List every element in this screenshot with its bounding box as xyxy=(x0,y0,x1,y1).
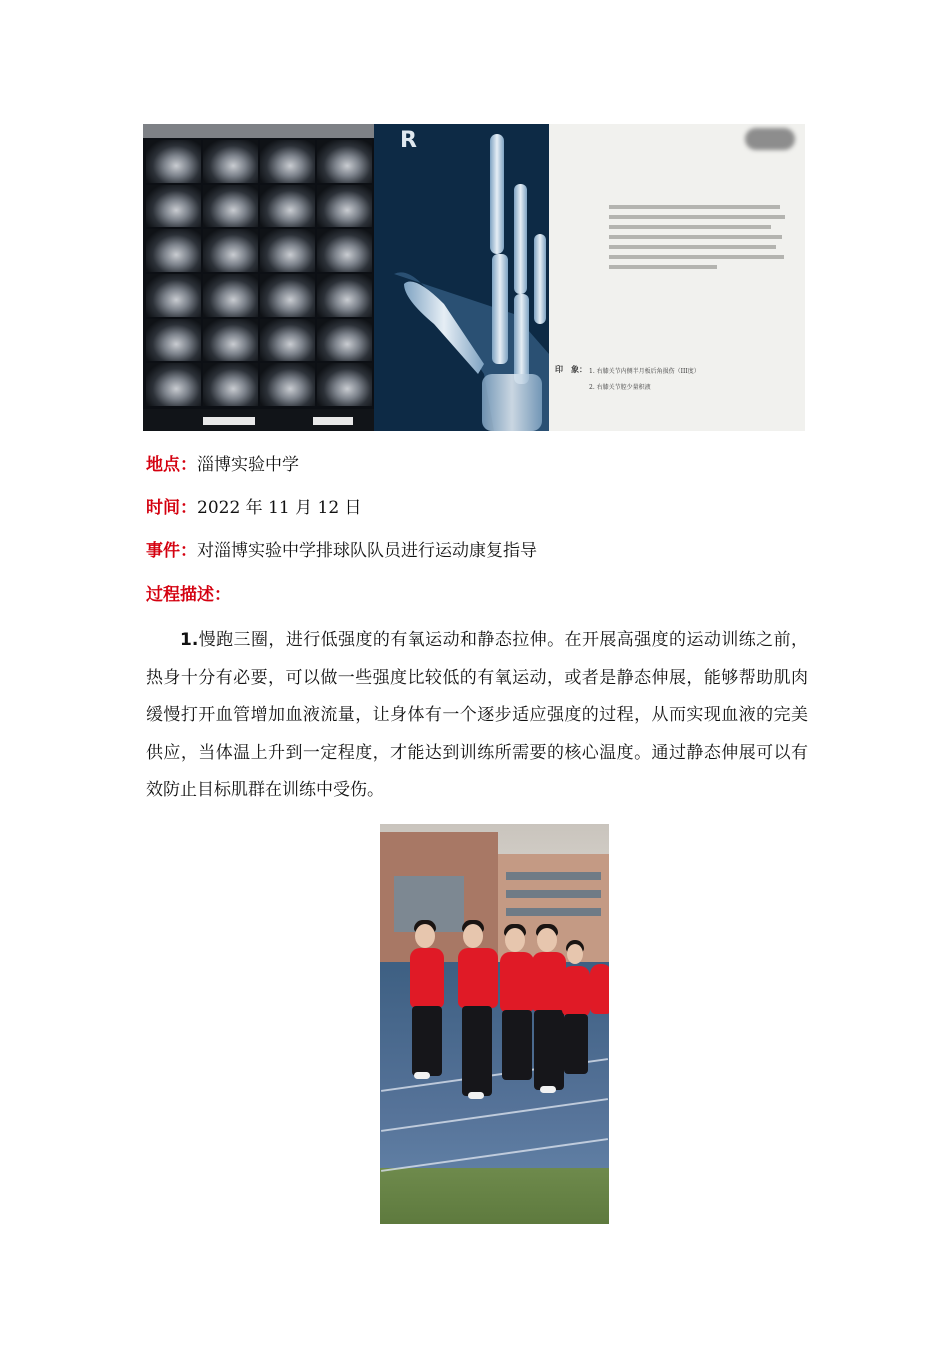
process-line xyxy=(146,584,231,606)
xray-side-marker: R xyxy=(400,128,417,153)
mri-slice-grid xyxy=(146,140,372,406)
redacted-area xyxy=(745,128,795,150)
film-footer xyxy=(143,409,374,431)
team-jogging-photo xyxy=(380,824,609,1224)
film-header xyxy=(143,124,374,138)
mri-film-image xyxy=(143,124,374,431)
impression-item-1: 1. 右膝关节内侧半月板后角损伤（III度） xyxy=(589,368,700,375)
event-value: 对淄博实验中学排球队队员进行运动康复指导 xyxy=(197,541,537,561)
paragraph-text: 慢跑三圈，进行低强度的有氧运动和静态拉伸。在开展高强度的运动训练之前，热身十分有必要，可以做一些强度比较低的有氧运动，或者是静态伸展，能够帮助肌肉缓慢打开血管增加血液流量，让身体有一个逐步适应强度的过程，从而实现血液的完美供应，当体温上升到一定程度，才能达到训练所需要的核心温度。通过静态伸展可以有效防止目标肌群在训练中受伤。 xyxy=(146,630,808,800)
time-line xyxy=(146,497,362,519)
impression-label: 印 象： xyxy=(555,364,587,374)
process-label: 过程描述： xyxy=(146,585,231,605)
hand-bones-drawing xyxy=(374,124,549,431)
medical-images-row xyxy=(143,124,805,431)
location-line xyxy=(146,454,299,476)
paragraph-number: 1. xyxy=(180,630,199,650)
report-body-text xyxy=(609,199,789,275)
process-paragraph xyxy=(146,622,808,810)
event-line xyxy=(146,540,537,562)
event-label: 事件： xyxy=(146,541,197,561)
impression-item-2: 2. 右膝关节腔少量积液 xyxy=(589,384,651,391)
hand-xray-image xyxy=(374,124,549,431)
location-value: 淄博实验中学 xyxy=(197,455,299,475)
location-label: 地点： xyxy=(146,455,197,475)
time-label: 时间： xyxy=(146,498,197,518)
time-value: 2022 年 11 月 12 日 xyxy=(197,498,362,518)
mri-report-image xyxy=(549,124,805,431)
